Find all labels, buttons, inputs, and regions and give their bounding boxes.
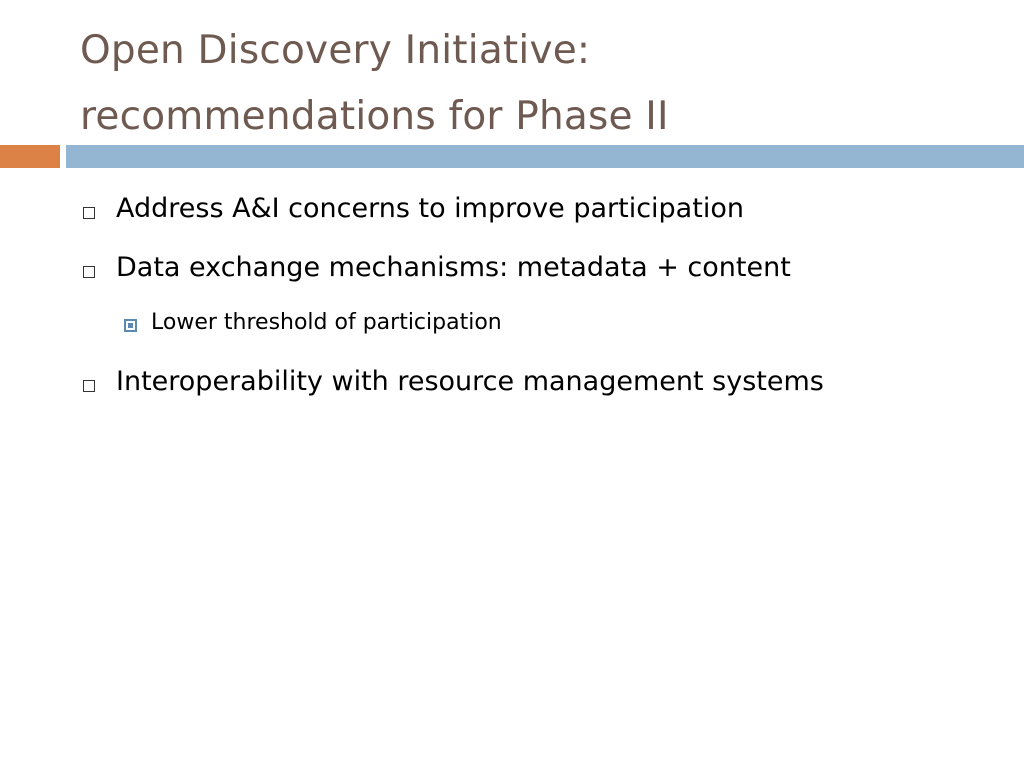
bullet-item-2 (116, 252, 791, 283)
bullet-text: Data exchange mechanisms: metadata + content (116, 252, 791, 283)
bullet-text: Address A&I concerns to improve participation (116, 193, 744, 224)
sub-bullet-item-1 (151, 310, 502, 335)
hollow-square-icon (83, 207, 95, 219)
hollow-square-icon (83, 266, 95, 278)
bullet-item-1 (116, 193, 744, 224)
bullet-text: Lower threshold of participation (151, 310, 502, 335)
hollow-square-icon (83, 380, 95, 392)
bullet-text: Interoperability with resource management systems (116, 366, 824, 397)
slide-title-line-2: recommendations for Phase II (80, 94, 669, 139)
slide-title-line-1: Open Discovery Initiative: (80, 28, 591, 73)
framed-square-icon (124, 319, 137, 332)
bullet-item-3 (116, 366, 824, 397)
